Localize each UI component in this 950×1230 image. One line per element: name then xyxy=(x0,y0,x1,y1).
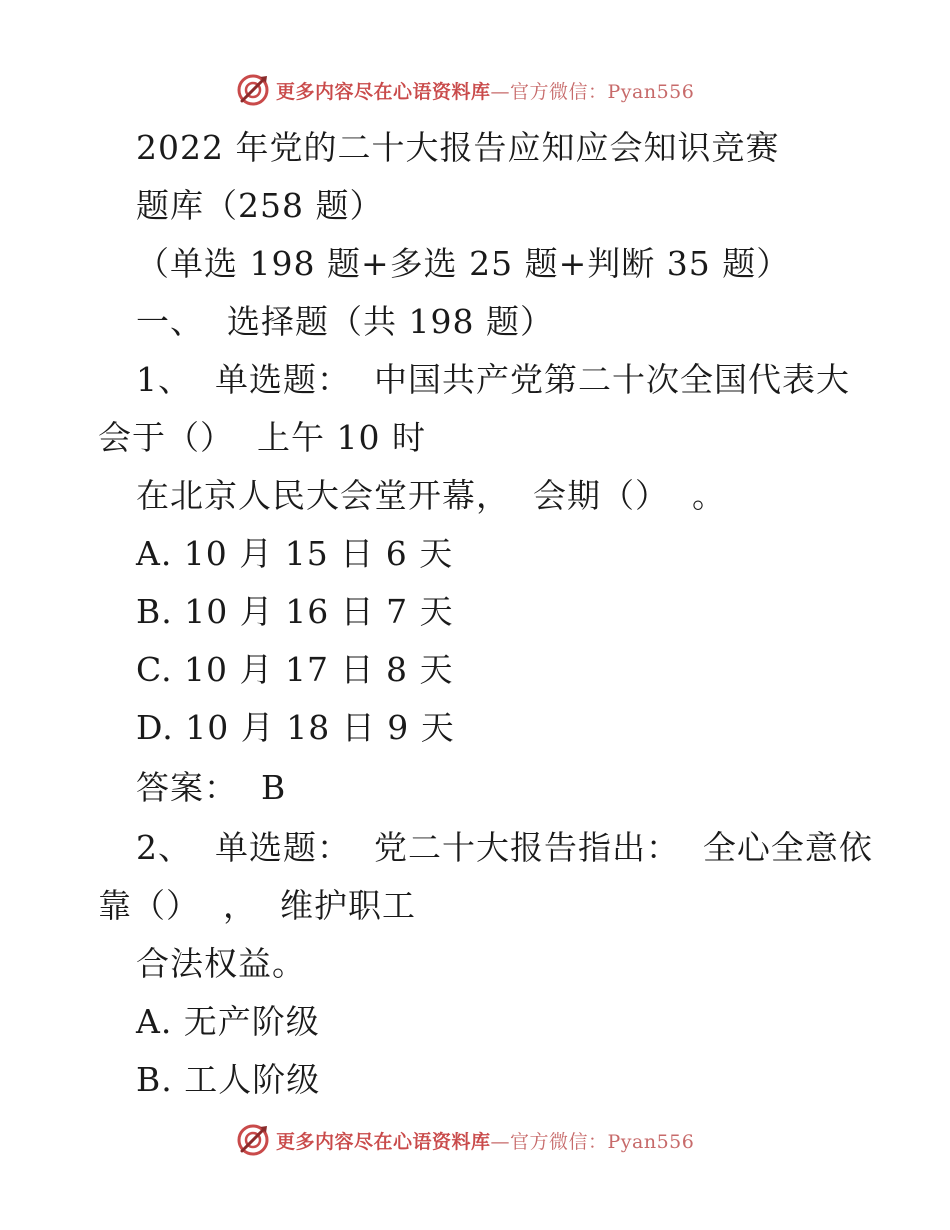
watermark-text xyxy=(276,1127,694,1154)
question-2-text-cont: 合法权益。 xyxy=(136,944,306,983)
watermark-text xyxy=(276,77,694,104)
question-1-text-cont: 会于（） 上午 10 时 xyxy=(98,418,426,457)
question-1-option-c: C. 10 月 17 日 8 天 xyxy=(136,650,454,689)
question-1-option-b: B. 10 月 16 日 7 天 xyxy=(136,592,454,631)
footer-watermark xyxy=(236,1122,694,1158)
header-watermark xyxy=(236,72,694,108)
question-1-text-cont: 在北京人民大会堂开幕， 会期（） 。 xyxy=(136,476,726,515)
question-2-option-b: B. 工人阶级 xyxy=(136,1060,321,1099)
question-2-text: 2、 单选题： 党二十大报告指出： 全心全意依 xyxy=(136,828,873,867)
question-1-option-d: D. 10 月 18 日 9 天 xyxy=(136,708,455,747)
watermark-brand: 更多内容尽在心语资料库 xyxy=(276,1130,491,1153)
section-heading: 一、 选择题（共 198 题） xyxy=(136,302,554,341)
brand-logo-icon xyxy=(236,1123,270,1157)
question-1-text: 1、 单选题： 中国共产党第二十次全国代表大 xyxy=(136,360,850,399)
doc-title-line-1: 2022 年党的二十大报告应知应会知识竞赛 xyxy=(136,128,780,167)
doc-subtitle: （单选 198 题+多选 25 题+判断 35 题） xyxy=(136,244,791,283)
watermark-contact: —官方微信：Pyan556 xyxy=(490,80,695,103)
question-1-option-a: A. 10 月 15 日 6 天 xyxy=(136,534,454,573)
question-2-text-cont: 靠（） ， 维护职工 xyxy=(98,886,416,925)
question-2-option-a: A. 无产阶级 xyxy=(136,1002,320,1041)
question-1-answer: 答案： B xyxy=(136,768,287,807)
watermark-brand: 更多内容尽在心语资料库 xyxy=(276,80,491,103)
doc-title-line-2: 题库（258 题） xyxy=(136,186,384,225)
watermark-contact: —官方微信：Pyan556 xyxy=(490,1130,695,1153)
brand-logo-icon xyxy=(236,73,270,107)
